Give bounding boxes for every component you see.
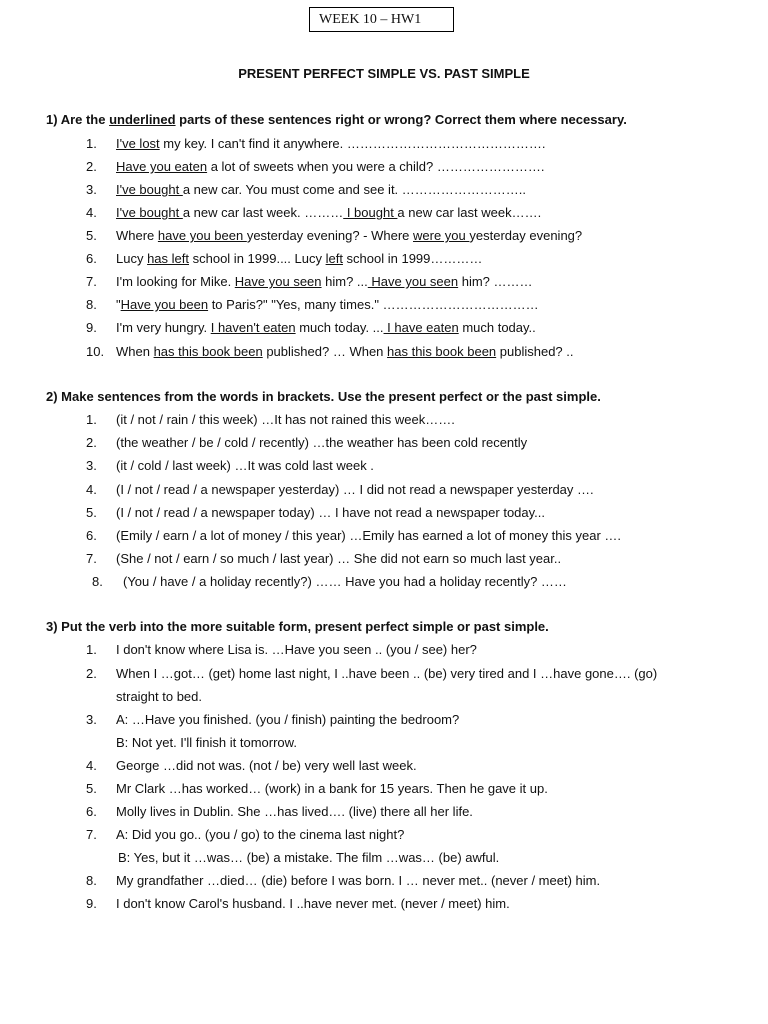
item-text: B: Yes, but it …was… (be) a mistake. The film …was… (be) awful. bbox=[118, 850, 500, 865]
item-text: I'm looking for Mike. Have you seen him? ... Have you seen him? ……… bbox=[116, 274, 533, 289]
item-number: 4. bbox=[86, 758, 97, 773]
item-number: 3. bbox=[86, 458, 97, 473]
item-number: 5. bbox=[86, 781, 97, 796]
item-text: I don't know where Lisa is. …Have you seen .. (you / see) her? bbox=[116, 642, 477, 657]
item-text: (Emily / earn / a lot of money / this year) …Emily has earned a lot of money this year …. bbox=[116, 528, 622, 543]
item-number: 6. bbox=[86, 804, 97, 819]
item-number: 6. bbox=[86, 528, 97, 543]
item-text: I don't know Carol's husband. I ..have never met. (never / meet) him. bbox=[116, 896, 510, 911]
item-text: Molly lives in Dublin. She …has lived…. (live) there all her life. bbox=[116, 804, 473, 819]
item-text: A: Did you go.. (you / go) to the cinema last night? bbox=[116, 827, 405, 842]
section-2-heading: 2) Make sentences from the words in brackets. Use the present perfect or the past simple. bbox=[46, 389, 601, 404]
item-number: 9. bbox=[86, 320, 97, 335]
item-text: Mr Clark …has worked… (work) in a bank for 15 years. Then he gave it up. bbox=[116, 781, 548, 796]
item-number: 3. bbox=[86, 182, 97, 197]
item-number: 1. bbox=[86, 412, 97, 427]
item-text: I'm very hungry. I haven't eaten much today. ... I have eaten much today.. bbox=[116, 320, 536, 335]
item-text: When has this book been published? … When has this book been published? .. bbox=[116, 344, 574, 359]
section-3-heading: 3) Put the verb into the more suitable form, present perfect simple or past simple. bbox=[46, 619, 549, 634]
item-text: My grandfather …died… (die) before I was born. I … never met.. (never / meet) him. bbox=[116, 873, 601, 888]
week-label-box: WEEK 10 – HW1 bbox=[309, 7, 454, 32]
item-text: Lucy has left school in 1999.... Lucy left school in 1999………… bbox=[116, 251, 483, 266]
item-number: 6. bbox=[86, 251, 97, 266]
item-number: 9. bbox=[86, 896, 97, 911]
item-text: (it / cold / last week) …It was cold last week . bbox=[116, 458, 374, 473]
item-number: 8. bbox=[86, 297, 97, 312]
item-number: 5. bbox=[86, 505, 97, 520]
item-number: 7. bbox=[86, 827, 97, 842]
item-text: George …did not was. (not / be) very well last week. bbox=[116, 758, 417, 773]
item-text: (You / have / a holiday recently?) …… Have you had a holiday recently? …… bbox=[123, 574, 567, 589]
item-text: I've lost my key. I can't find it anywhere. ………………………………………. bbox=[116, 136, 546, 151]
item-text: A: …Have you finished. (you / finish) painting the bedroom? bbox=[116, 712, 460, 727]
item-number: 8. bbox=[86, 873, 97, 888]
item-number: 3. bbox=[86, 712, 97, 727]
item-text: Where have you been yesterday evening? - Where were you yesterday evening? bbox=[116, 228, 583, 243]
item-text: (I / not / read / a newspaper today) … I have not read a newspaper today... bbox=[116, 505, 546, 520]
item-number: 4. bbox=[86, 482, 97, 497]
item-text: I've bought a new car last week. ……… I bought a new car last week……. bbox=[116, 205, 542, 220]
item-text: straight to bed. bbox=[116, 689, 202, 704]
item-text: (I / not / read / a newspaper yesterday) … I did not read a newspaper yesterday …. bbox=[116, 482, 594, 497]
item-number: 2. bbox=[86, 435, 97, 450]
item-number: 2. bbox=[86, 159, 97, 174]
item-number: 5. bbox=[86, 228, 97, 243]
item-text: When I …got… (get) home last night, I ..have been .. (be) very tired and I …have gone…. (go) bbox=[116, 666, 658, 681]
item-number: 10. bbox=[86, 344, 105, 359]
item-number: 2. bbox=[86, 666, 97, 681]
item-number: 4. bbox=[86, 205, 97, 220]
item-number: 7. bbox=[86, 274, 97, 289]
item-text: B: Not yet. I'll finish it tomorrow. bbox=[116, 735, 297, 750]
item-text: (it / not / rain / this week) …It has not rained this week……. bbox=[116, 412, 455, 427]
item-number: 1. bbox=[86, 136, 97, 151]
item-text: (the weather / be / cold / recently) …the weather has been cold recently bbox=[116, 435, 528, 450]
item-text: (She / not / earn / so much / last year) … She did not earn so much last year.. bbox=[116, 551, 562, 566]
page-title: PRESENT PERFECT SIMPLE VS. PAST SIMPLE bbox=[238, 66, 530, 81]
section-1-heading: 1) Are the underlined parts of these sentences right or wrong? Correct them where necessary. bbox=[46, 112, 627, 127]
item-text: Have you eaten a lot of sweets when you were a child? ……………………. bbox=[116, 159, 545, 174]
item-text: I've bought a new car. You must come and see it. ……………………….. bbox=[116, 182, 526, 197]
item-number: 8. bbox=[92, 574, 103, 589]
item-number: 7. bbox=[86, 551, 97, 566]
item-text: "Have you been to Paris?" "Yes, many times." ……………………………… bbox=[116, 297, 539, 312]
item-number: 1. bbox=[86, 642, 97, 657]
